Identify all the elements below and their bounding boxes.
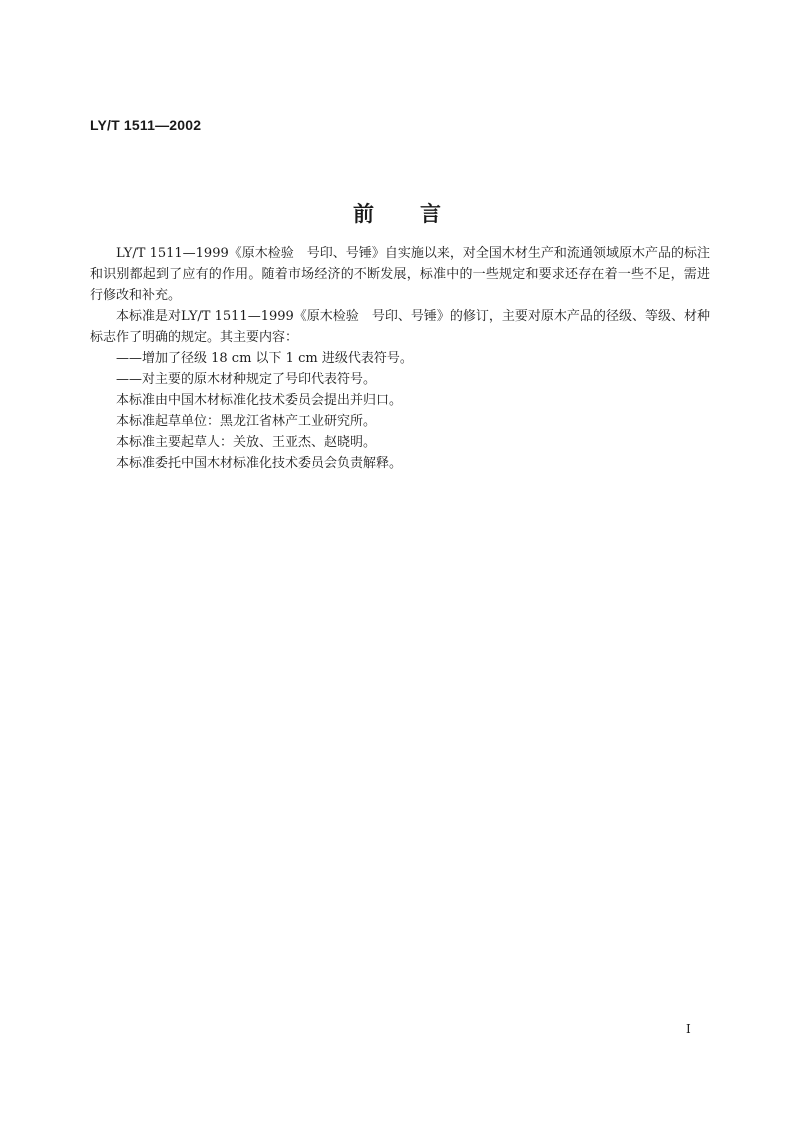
list-item: ——增加了径级 18 cm 以下 1 cm 进级代表符号。 xyxy=(116,351,413,366)
revision-paragraph: 本标准是对LY/T 1511—1999《原木检验 号印、号锤》的修订，主要对原木产品的径级、等级、材种标志作了明确的规定。其主要内容： xyxy=(90,309,710,345)
drafting-unit-note: 本标准起草单位：黑龙江省林产工业研究所。 xyxy=(116,414,377,429)
standard-code-header: LY/T 1511—2002 xyxy=(90,117,202,133)
foreword-body xyxy=(90,243,710,474)
page-number: I xyxy=(686,1022,691,1036)
drafters-note: 本标准主要起草人：关放、王亚杰、赵晓明。 xyxy=(116,435,377,450)
list-item: ——对主要的原木材种规定了号印代表符号。 xyxy=(116,372,377,387)
proposer-note: 本标准由中国木材标准化技术委员会提出并归口。 xyxy=(116,393,403,408)
interpretation-note: 本标准委托中国木材标准化技术委员会负责解释。 xyxy=(116,456,403,471)
intro-paragraph: LY/T 1511—1999《原木检验 号印、号锤》自实施以来，对全国木材生产和流通领域原木产品的标注和识别都起到了应有的作用。随着市场经济的不断发展，标准中的一些规定和要求还存在着一些不足，需进行修改和补充。 xyxy=(90,246,710,303)
page-title: 前言 xyxy=(353,201,487,226)
